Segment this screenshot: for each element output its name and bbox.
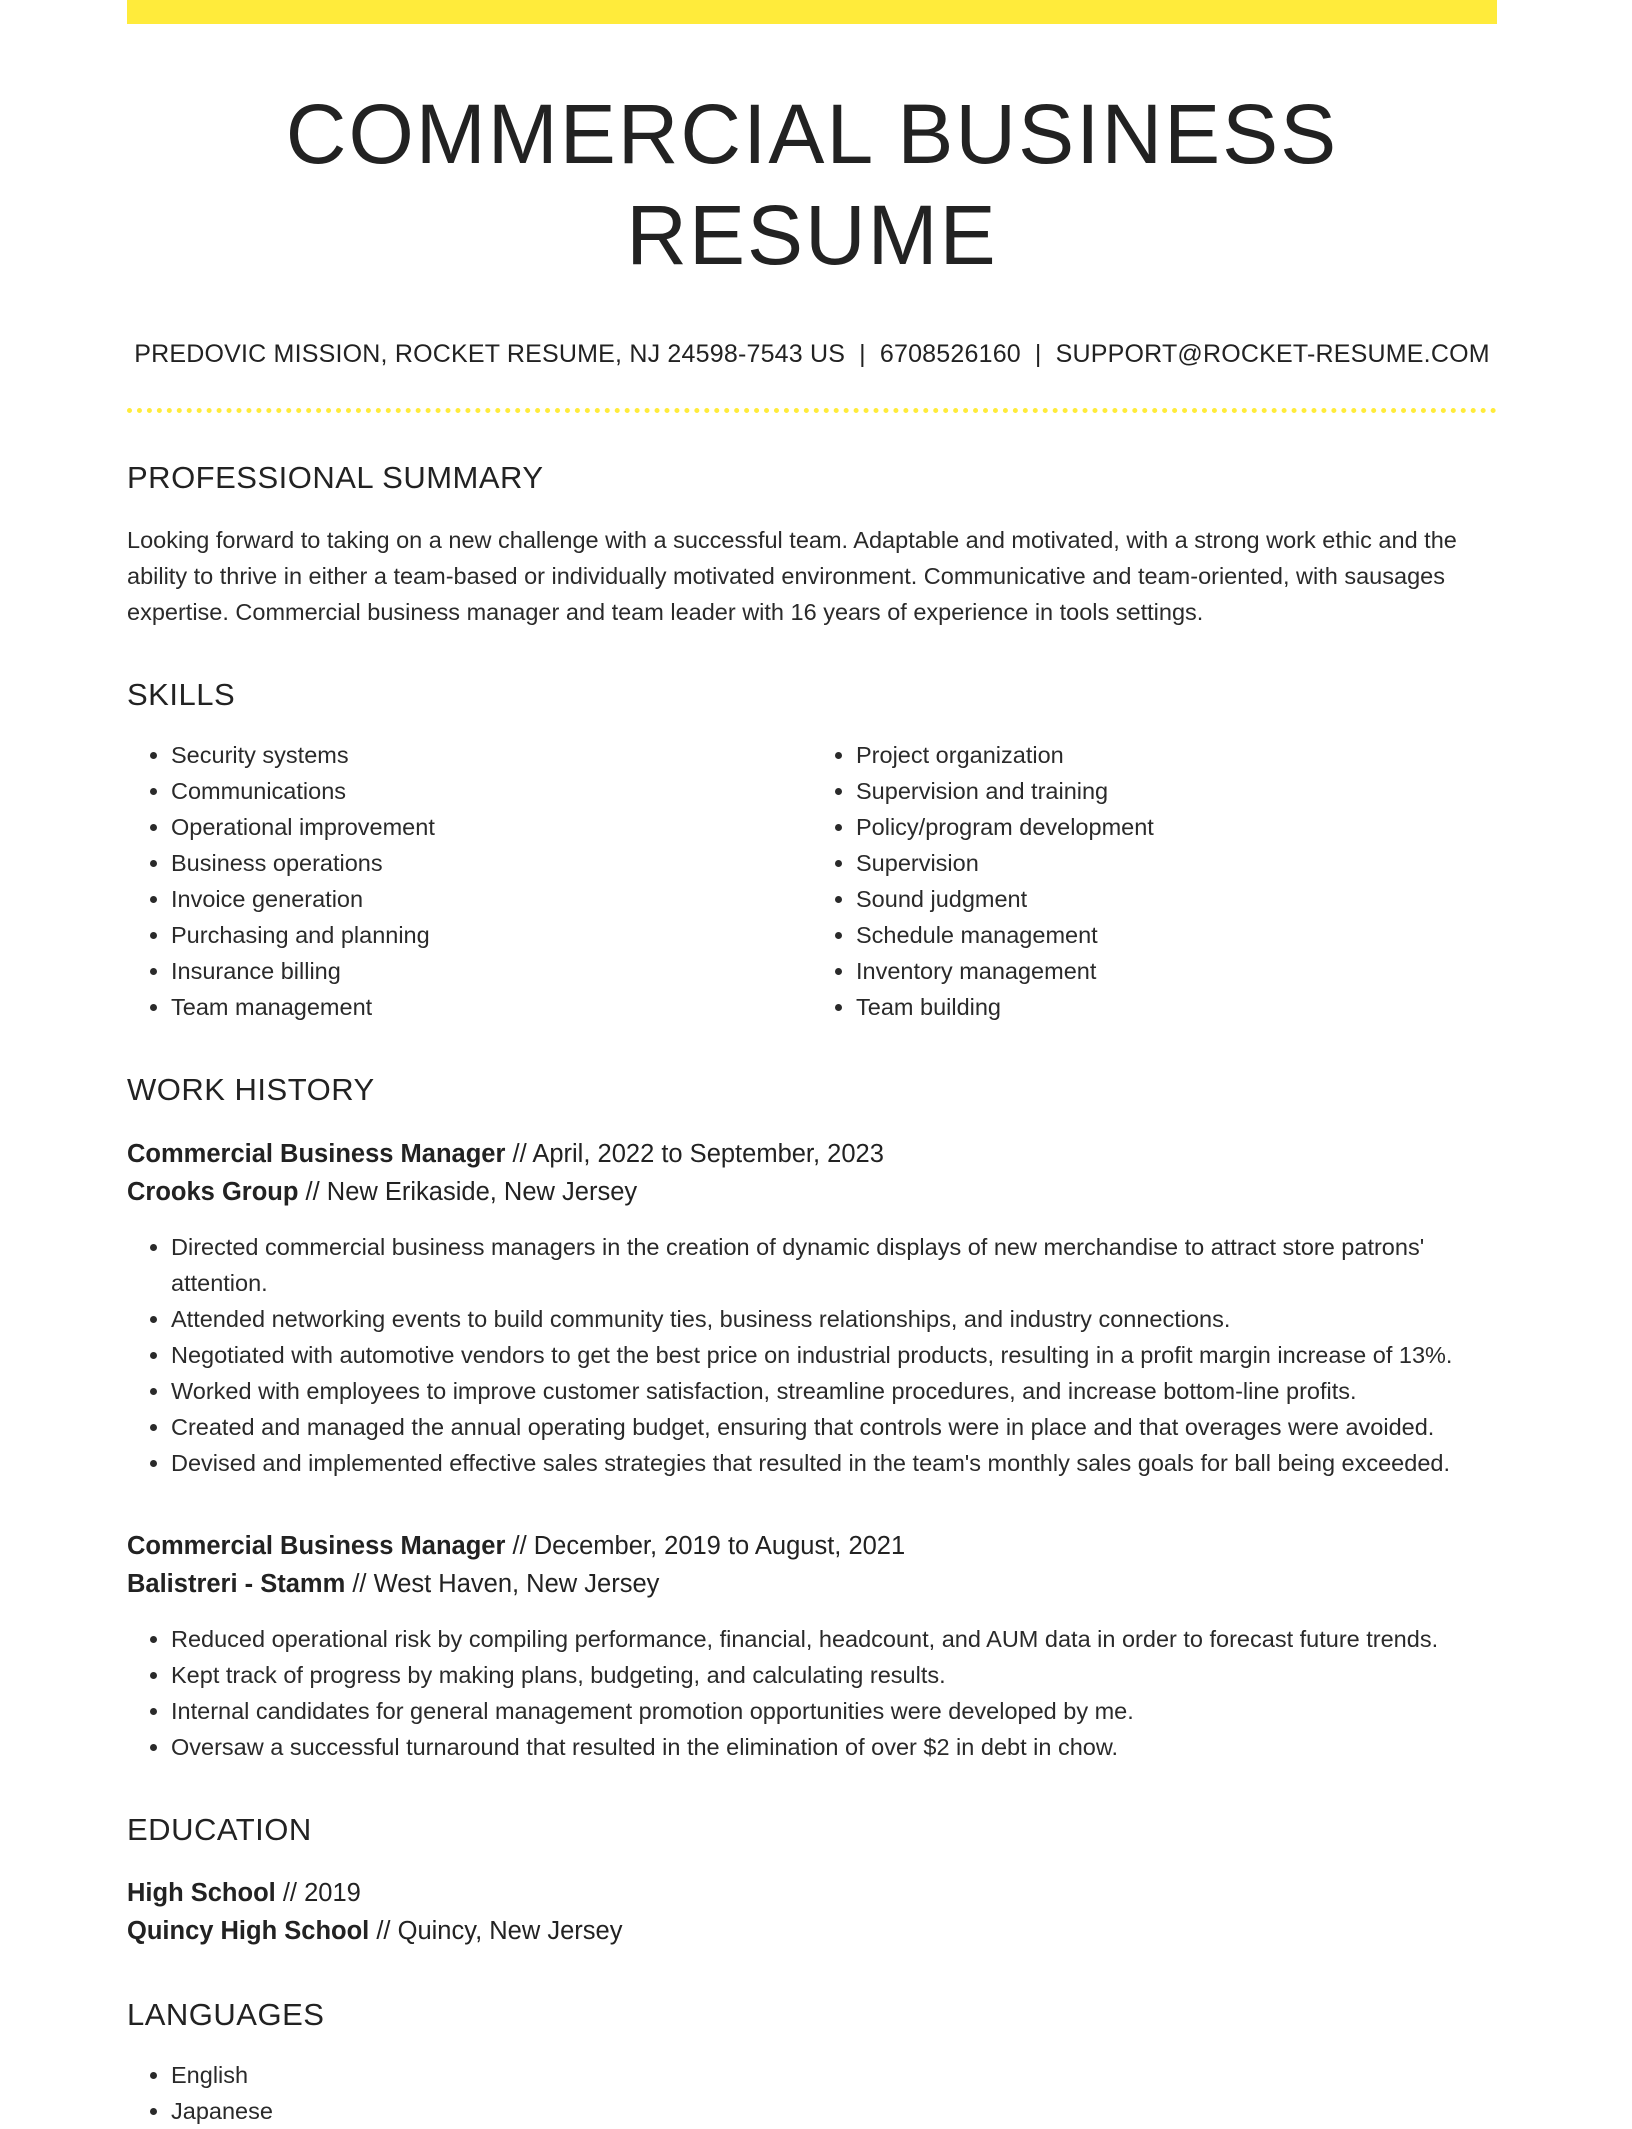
job-role: Commercial Business Manager [127,1531,506,1560]
summary-text: Looking forward to taking on a new challenge with a successful team. Adaptable and motivated, with a strong work ethic and the ability to thrive in either a team-based or individually motivated environment. Communicative and team-oriented, with sausages expertise. Commercial business manager and team leader with 16 years of experience in tools settings. [127,527,1457,626]
job-company-line [127,1173,1497,1211]
skill-item: • Communications [171,773,812,809]
skill-item: • Supervision and training [856,773,1497,809]
skill-item: • Supervision [856,845,1497,881]
skill-item: • Inventory management [856,953,1497,989]
skill-item: • Project organization [856,737,1497,773]
education-year: // 2019 [275,1878,361,1907]
job-title-line [127,1527,1497,1565]
education-location: // Quincy, New Jersey [369,1916,623,1945]
contact-address: PREDOVIC MISSION, ROCKET RESUME, NJ 24598-7543 US [134,339,846,368]
job-location: // New Erikaside, New Jersey [298,1177,638,1206]
skill-item: • Security systems [171,737,812,773]
contact-separator: | [1034,339,1042,368]
skill-item: • Business operations [171,845,812,881]
job-company: Crooks Group [127,1177,299,1206]
job-bullets [127,1621,1497,1765]
skill-item: • Policy/program development [856,809,1497,845]
job-bullet: • Attended networking events to build community ties, business relationships, and industry connections. [171,1301,1497,1337]
skills-heading: SKILLS [127,677,236,713]
job-location: // West Haven, New Jersey [345,1569,660,1598]
skill-item: • Operational improvement [171,809,812,845]
skill-item: • Sound judgment [856,881,1497,917]
job-bullet: • Kept track of progress by making plans, budgeting, and calculating results. [171,1657,1497,1693]
summary-heading: PROFESSIONAL SUMMARY [127,460,544,496]
language-item: • English [171,2057,1497,2093]
accent-top-bar [127,0,1497,24]
contact-line [127,338,1497,371]
job-bullet: • Reduced operational risk by compiling performance, financial, headcount, and AUM data in order to forecast future trends. [171,1621,1497,1657]
job-bullet: • Worked with employees to improve customer satisfaction, streamline procedures, and increase bottom-line profits. [171,1373,1497,1409]
skill-item: • Invoice generation [171,881,812,917]
job-bullet: • Created and managed the annual operating budget, ensuring that controls were in place and that overages were avoided. [171,1409,1497,1445]
resume-title: COMMERCIAL BUSINESS RESUME [285,87,1339,282]
job-bullet: • Internal candidates for general management promotion opportunities were developed by me. [171,1693,1497,1729]
job-bullet: • Directed commercial business managers in the creation of dynamic displays of new merchandise to attract store patrons' attention. [171,1229,1497,1301]
resume-page [127,0,1497,2129]
education-school: Quincy High School [127,1916,370,1945]
job-entry [127,1527,1497,1765]
job-bullet: • Negotiated with automotive vendors to get the best price on industrial products, resulting in a profit margin increase of 13%. [171,1337,1497,1373]
languages-heading: LANGUAGES [127,1996,325,2032]
contact-separator: | [859,339,866,368]
education-entry [127,1874,1497,1950]
skills-column-left [127,737,812,1025]
job-title-line [127,1135,1497,1173]
education-school-line [127,1912,1497,1950]
skill-item: • Purchasing and planning [171,917,812,953]
skill-item: • Schedule management [856,917,1497,953]
job-role: Commercial Business Manager [127,1139,506,1168]
job-bullets [127,1229,1497,1481]
skills-list [127,737,1497,1025]
contact-email: SUPPORT@ROCKET-RESUME.COM [1055,339,1490,368]
education-degree-line [127,1874,1497,1912]
education-heading: EDUCATION [127,1811,312,1847]
job-company-line [127,1565,1497,1603]
job-dates: // December, 2019 to August, 2021 [505,1531,906,1560]
skills-column-right [812,737,1497,1025]
job-bullet: • Oversaw a successful turnaround that resulted in the elimination of over $2 in debt in chow. [171,1729,1497,1765]
work-history-heading: WORK HISTORY [127,1072,375,1108]
skill-item: • Team building [856,989,1497,1025]
job-company: Balistreri - Stamm [127,1569,346,1598]
education-degree: High School [127,1878,276,1907]
dotted-divider [127,408,1497,413]
contact-phone: 6708526160 [879,339,1021,368]
language-item: • Japanese [171,2093,1497,2129]
job-dates: // April, 2022 to September, 2023 [505,1139,884,1168]
job-entry [127,1135,1497,1481]
languages-list [127,2057,1497,2129]
job-bullet: • Devised and implemented effective sales strategies that resulted in the team's monthly sales goals for ball being exceeded. [171,1445,1497,1481]
skill-item: • Insurance billing [171,953,812,989]
skill-item: • Team management [171,989,812,1025]
